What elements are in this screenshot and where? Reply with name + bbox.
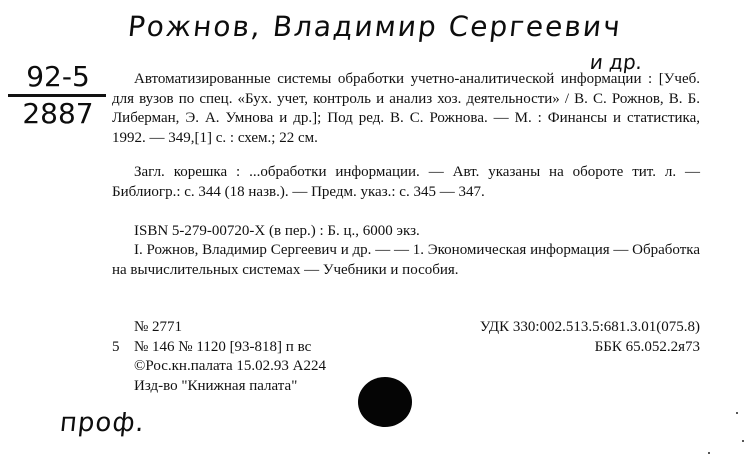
handwritten-author: Рожнов, Владимир Сергеевич bbox=[126, 10, 624, 43]
bbk-code: ББК 65.052.2я73 bbox=[594, 338, 700, 355]
subject-tracings: I. Рожнов, Владимир Сергеевич и др. — — 1. Экономическая информация — Обработка на вычислительных системах — Учебники и пособия. bbox=[112, 242, 700, 278]
ink-speck bbox=[736, 412, 738, 414]
imprint-line-2: № 146 № 1120 [93-818] п вс bbox=[134, 338, 312, 355]
udk-code: УДК 330:002.513.5:681.3.01(075.8) bbox=[479, 319, 700, 335]
ink-speck bbox=[742, 440, 744, 442]
bibliographic-notes: Загл. корешка : ...обработки информации. — Авт. указаны на обороте тит. л. — Библиогр.: с. 344 (18 назв.). — Предм. указ.: с. 345 — 347. bbox=[112, 164, 700, 200]
imprint-line-4: Изд-во "Книжная палата" bbox=[134, 377, 298, 394]
card-number: № 2771 bbox=[134, 319, 183, 335]
classification-block bbox=[420, 318, 700, 357]
imprint-line-3: ©Рос.кн.палата 15.02.93 А224 bbox=[134, 358, 327, 374]
imprint-row-number bbox=[112, 318, 442, 338]
ink-speck bbox=[708, 452, 710, 454]
bibliographic-description: Автоматизированные системы обработки учетно-аналитической информации : [Учеб. для вузов по спец. «Бух. учет, контроль и анализ хоз. деятельности» / В. С. Рожнов, В. Б. Либерман, Э. А. Умнова и др.]; Под ред. В. С. Рожнова. — М. : Финансы и статистика, 1992. — 349,[1] с. : схем.; 22 см. bbox=[112, 71, 700, 146]
handwritten-et-al: и др. bbox=[588, 50, 644, 74]
shelfmark-bottom: 2887 bbox=[22, 97, 94, 130]
imprint-lead: 5 bbox=[112, 338, 120, 355]
imprint-row-2 bbox=[112, 338, 442, 358]
ink-stamp bbox=[358, 377, 412, 427]
shelfmark-top: 92-5 bbox=[26, 60, 90, 93]
shelfmark bbox=[8, 62, 108, 129]
handwritten-note: проф. bbox=[58, 408, 147, 438]
isbn-line: ISBN 5-279-00720-X (в пер.) : Б. ц., 6000 экз. bbox=[134, 223, 420, 239]
imprint-row-3 bbox=[112, 357, 442, 377]
